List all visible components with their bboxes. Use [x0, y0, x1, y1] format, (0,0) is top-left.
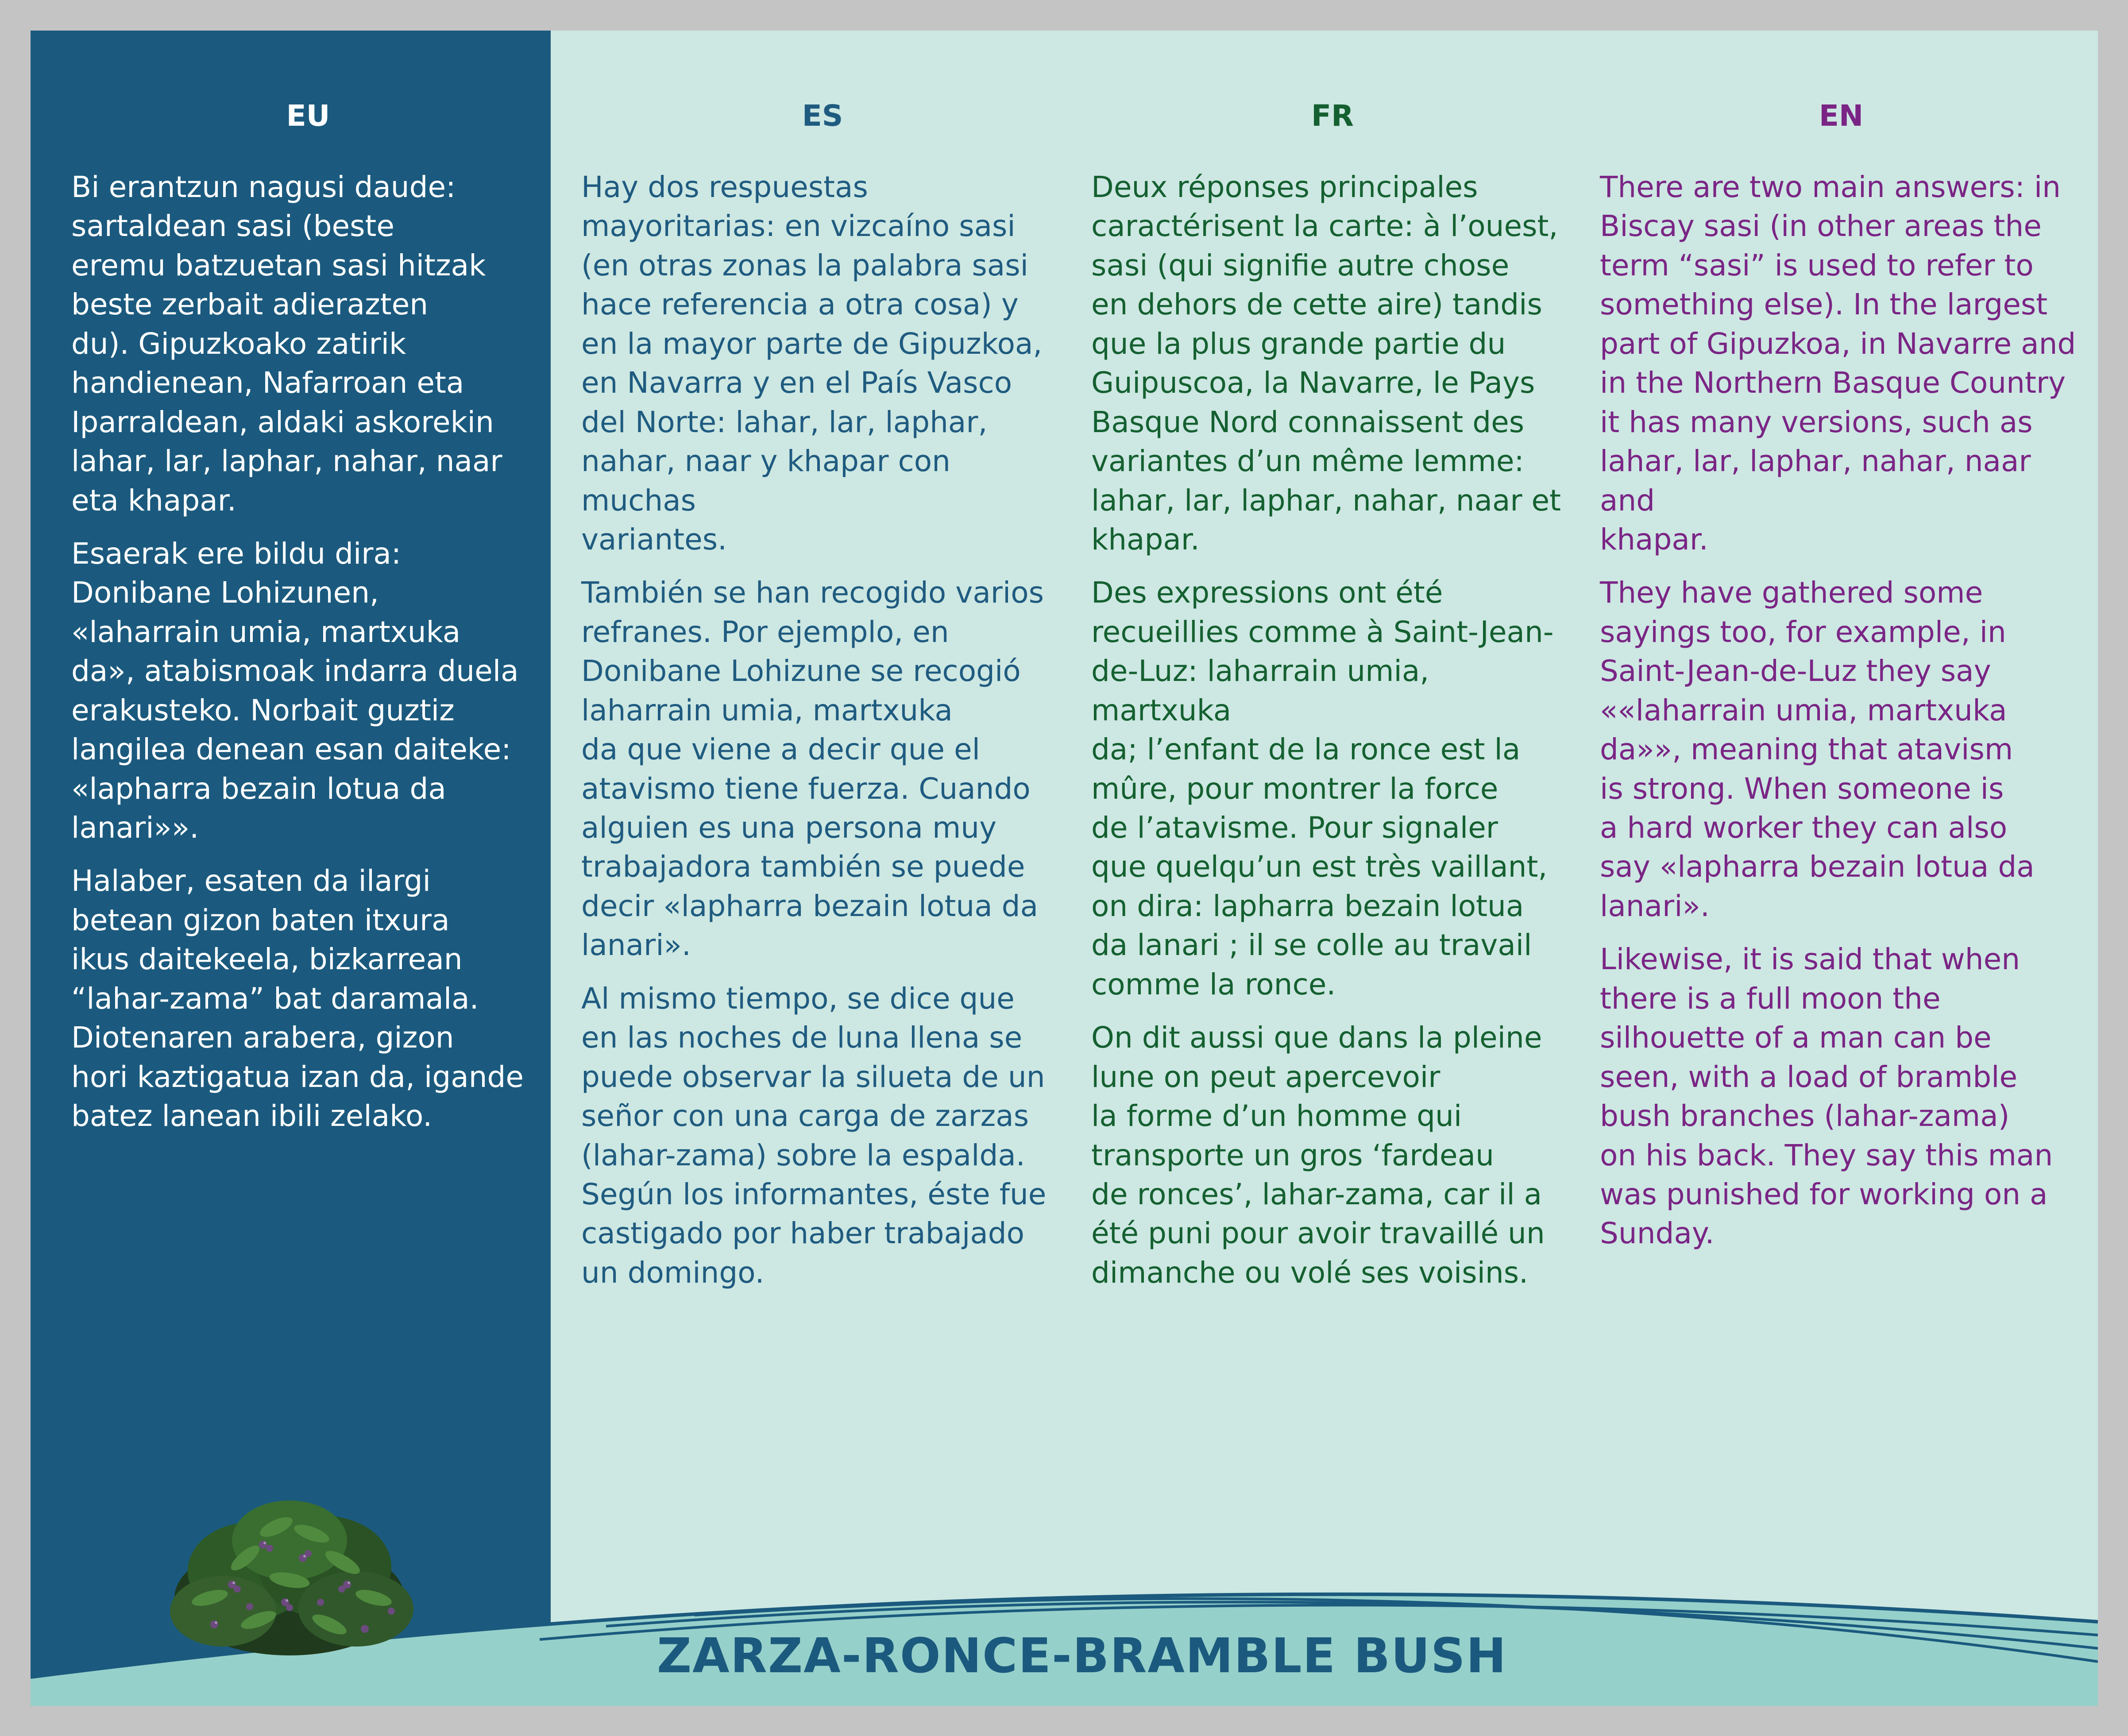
paragraph: There are two main answers: in Biscay sasi (in other areas the term “sasi” is used to refer to something else). In the largest part of Gipuzkoa, in Navarre and in the Northern Basque Country it has many versions, such as lahar, lar, laphar, nahar, naar and khapar.: [1600, 170, 2076, 557]
paragraph: También se han recogido varios refranes. Por ejemplo, en Donibane Lohizune se recogió laharrain umia, martxuka da que viene a decir que el atavismo tiene fuerza. Cuando alguien es una persona muy trabajadora también se puede decir «lapharra bezain lotua da lanari».: [581, 576, 1044, 963]
column-body-es: [581, 168, 1064, 1307]
paragraph: Hay dos respuestas mayoritarias: en vizcaíno sasi (en otras zonas la palabra sasi hace referencia a otra cosa) y en la mayor parte de Gipuzkoa, en Navarra y en el País Vasco del Norte: lahar, lar, laphar, nahar, naar y khapar con muchas variantes.: [581, 170, 1043, 557]
paragraph: Esaerak ere bildu dira: Donibane Lohizunen, «laharrain umia, martxuka da», atabismoak indarra duela erakusteko. Norbait guztiz langilea denean esan daiteke: «lapharra bezain lotua da lanari»».: [71, 536, 519, 845]
paragraph: Halaber, esaten da ilargi betean gizon baten itxura ikus daitekeela, bizkarrean “lahar-zama” bat daramala. Diotenaren arabera, gizon hori kaztigatua izan da, igande batez lanean ibili zelako.: [71, 864, 524, 1133]
paragraph: Deux réponses principales caractérisent la carte: à l’ouest, sasi (qui signifie autre chose en dehors de cette aire) tandis que la plus grande partie du Guipuscoa, la Navarre, le Pays Basque Nord connaissent des variantes d’un même lemme: lahar, lar, laphar, nahar, naar et khapar.: [1091, 170, 1561, 557]
footer-title: ZARZA-RONCE-BRAMBLE BUSH: [657, 1628, 1507, 1684]
column-heading-es: ES: [802, 99, 843, 133]
column-body-eu: [71, 168, 545, 1150]
paragraph: On dit aussi que dans la pleine lune on peut apercevoir la forme d’un homme qui transporte un gros ‘fardeau de ronces’, lahar-zama, car il a été puni pour avoir travaillé un dimanche ou volé ses voisins.: [1091, 1021, 1545, 1290]
bramble-bush-icon: [143, 1492, 436, 1660]
column-body-en: [1600, 168, 2082, 1268]
paragraph: Likewise, it is said that when there is a full moon the silhouette of a man can be seen, with a load of bramble bush branches (lahar-zama) on his back. They say this man was punished for working on a Sunday.: [1600, 942, 2053, 1251]
column-heading-eu: EU: [286, 99, 330, 133]
paragraph: Des expressions ont été recueillies comme à Saint-Jean- de-Luz: laharrain umia, martxuka da; l’enfant de la ronce est la mûre, pour montrer la force de l’atavisme. Pour signaler que quelqu’un est très vaillant, on dira: lapharra bezain lotua da lanari ; il se colle au travail comme la ronce.: [1091, 576, 1554, 1001]
paragraph: Bi erantzun nagusi daude: sartaldean sasi (beste eremu batzuetan sasi hitzak beste zerbait adierazten du). Gipuzkoako zatirik handienean, Nafarroan eta Iparraldean, aldaki askorekin lahar, lar, laphar, nahar, naar eta khapar.: [71, 170, 502, 518]
column-heading-fr: FR: [1311, 99, 1354, 133]
paragraph: Al mismo tiempo, se dice que en las noches de luna llena se puede observar la silueta de un señor con una carga de zarzas (lahar-zama) sobre la espalda. Según los informantes, éste fue castigado por haber trabajado un domingo.: [581, 981, 1047, 1290]
column-heading-en: EN: [1819, 99, 1864, 133]
paragraph: They have gathered some sayings too, for example, in Saint-Jean-de-Luz they say ««laharrain umia, martxuka da»», meaning that atavism is strong. When someone is a hard worker they can also say «lapharra bezain lotua da lanari».: [1600, 576, 2035, 923]
trilingual-info-panel: [31, 31, 2098, 1706]
column-body-fr: [1091, 168, 1574, 1307]
